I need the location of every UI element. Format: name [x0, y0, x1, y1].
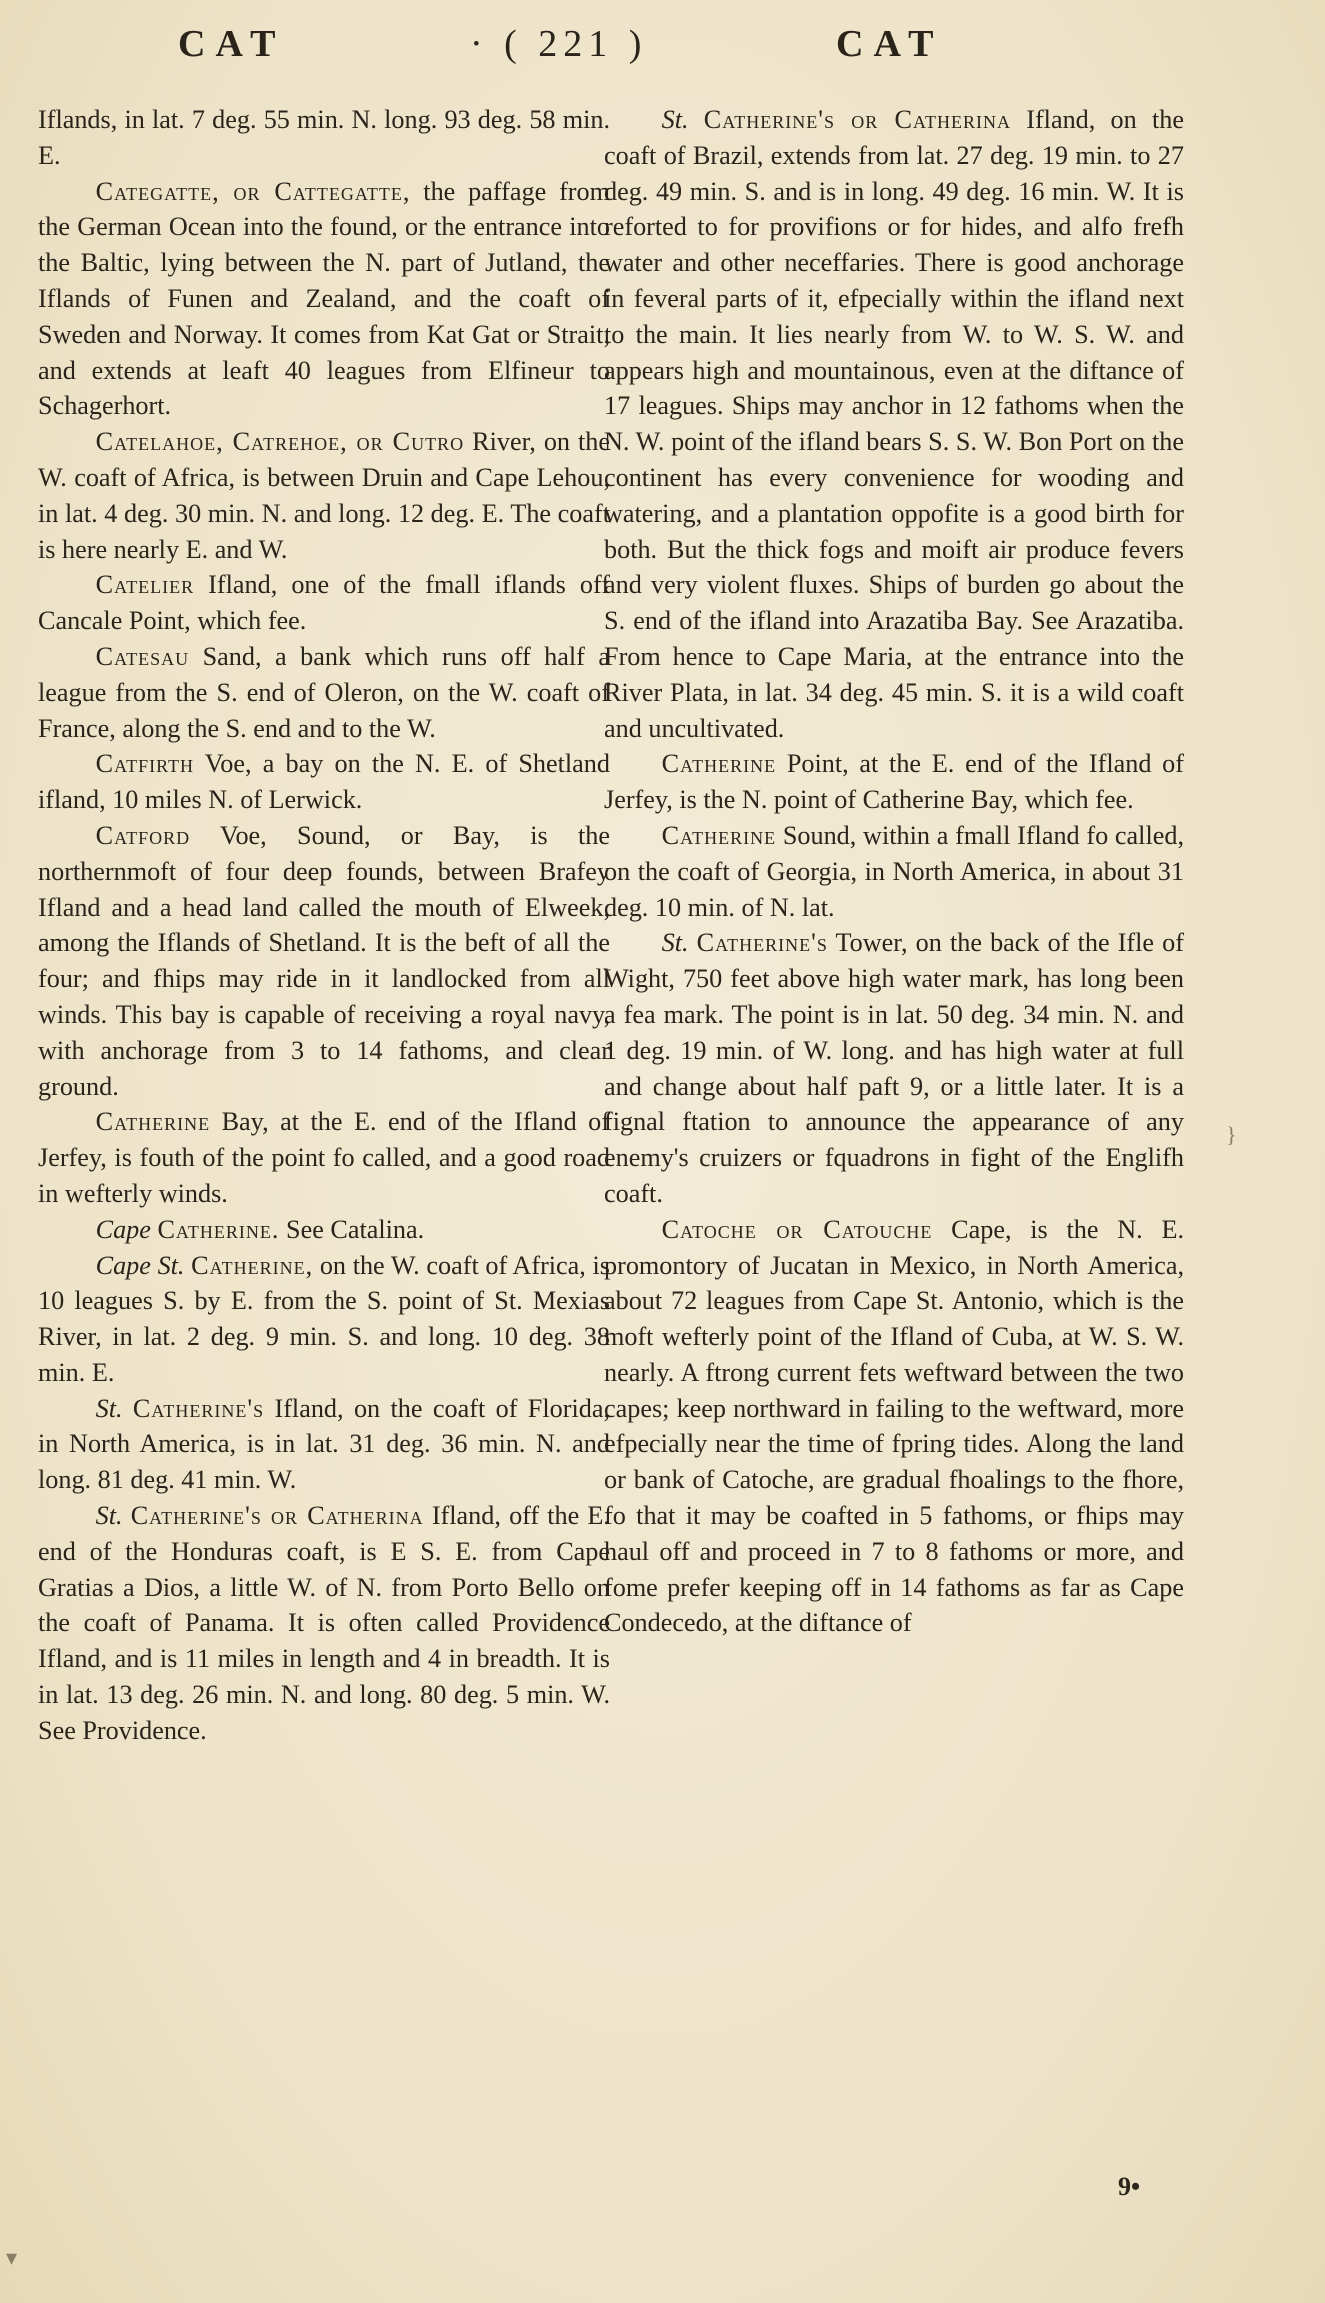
entry-text: Tower, on the back of the Ifle of Wight, 750 feet above high water mark, has long been a fea mark. The point is in lat. 50 deg. 34 min. N. and 1 deg. 19 min. of W. long. and has high water at full and change about half paft 9, or a little later. It is a fignal ftation to announce the appearance of any enemy's cruizers or fquadrons in fight of the Englifh coaft.: [604, 928, 1184, 1208]
running-head-right: CAT: [836, 23, 944, 65]
entry-headword: Catherine: [661, 820, 777, 850]
gazetteer-entry: [604, 818, 1184, 925]
entry-text: Ifland, on the coaft of Brazil, extends from lat. 27 deg. 19 min. to 27 deg. 49 min. S. and is in long. 49 deg. 16 min. W. It is reforted to for provifions or for hides, and alfo frefh water and other neceffaries. There is good anchorage in feveral parts of it, efpecially within the ifland next to the main. It lies nearly from W. to W. S. W. and appears high and mountainous, even at the diftance of 17 leagues. Ships may anchor in 12 fathoms when the N. W. point of the ifland bears S. S. W. Bon Port on the continent has every convenience for wooding and watering, and a plantation oppofite is a good birth for both. But the thick fogs and moift air produce fevers and very violent fluxes. Ships of burden go about the S. end of the ifland into Arazatiba Bay. See Arazatiba. From hence to Cape Maria, at the entrance into the River Plata, in lat. 34 deg. 45 min. S. it is a wild coaft and uncultivated.: [604, 105, 1184, 743]
entry-headword: Catesau: [95, 641, 190, 671]
entry-text: Voe, a bay on the N. E. of Shetland ifland, 10 miles N. of Lerwick.: [38, 749, 610, 815]
entry-headword: Catherine: [661, 749, 777, 779]
entry-headword: Catelahoe, Catrehoe, or Cutro: [95, 427, 465, 457]
entry-text: the paffage from the German Ocean into the found, or the entrance into the Baltic, lying between the N. part of Jutland, the Iflands of Funen and Zealand, and the coaft of Sweden and Norway. It comes from Kat Gat or Strait, and extends at leaft 40 leagues from Elfineur to Schagerhort.: [38, 176, 610, 421]
gazetteer-entry: [604, 102, 1184, 746]
entry-text: Ifland, one of the fmall iflands off Cancale Point, which fee.: [38, 570, 610, 636]
folio: · ( 221 ): [470, 23, 648, 65]
entry-headword: Categatte, or Cattegatte,: [95, 176, 411, 206]
gazetteer-entry: [38, 102, 610, 174]
margin-mark-left: ▾: [6, 2245, 18, 2270]
entry-text: Voe, Sound, or Bay, is the northernmoft of four deep founds, between Brafey Ifland and a head land called the mouth of Elweek, among the Iflands of Shetland. It is the beft of all the four; and fhips may ride in it landlocked from all winds. This bay is capable of receiving a royal navy, with anchorage from 3 to 14 fathoms, and clear ground.: [38, 820, 610, 1101]
entry-text: Point, at the E. end of the Ifland of Jerfey, is the N. point of Catherine Bay, which fee.: [604, 749, 1184, 815]
entry-prefix: St.: [95, 1501, 131, 1531]
entry-prefix: St.: [95, 1393, 133, 1423]
entry-text: Iflands, in lat. 7 deg. 55 min. N. long. 93 deg. 58 min. E.: [38, 105, 610, 170]
running-head: [0, 22, 1325, 82]
gazetteer-entry: [38, 746, 610, 818]
entry-text: Bay, at the E. end of the Ifland of Jerfey, is fouth of the point fo called, and a good road in wefterly winds.: [38, 1107, 610, 1208]
entry-prefix: Cape: [95, 1214, 158, 1244]
gazetteer-entry: [38, 818, 610, 1104]
entry-prefix: Cape St.: [95, 1250, 192, 1280]
entry-prefix: St.: [661, 928, 697, 958]
entry-headword: Catherine: [95, 1107, 211, 1137]
gazetteer-entry: [38, 567, 610, 639]
gazetteer-entry: [38, 1104, 610, 1211]
left-column: [38, 102, 610, 1749]
entry-headword: Catfirth: [95, 749, 195, 779]
running-head-left: CAT: [178, 23, 286, 65]
entry-prefix: St.: [661, 105, 704, 134]
gazetteer-entry: [38, 1391, 610, 1498]
entry-headword: Catford: [95, 820, 191, 850]
gazetteer-entry: [604, 925, 1184, 1211]
entry-text: Ifland, on the coaft of Florida, in North America, is in lat. 31 deg. 36 min. N. and long. 81 deg. 41 min. W.: [38, 1393, 610, 1495]
entry-headword: Catherine's: [696, 928, 828, 958]
catchword: 9•: [1118, 2172, 1141, 2201]
entry-headword: Catherine's: [132, 1393, 265, 1423]
entry-text: on the W. coaft of Africa, is 10 leagues S. by E. from the S. point of St. Mexias River, in lat. 2 deg. 9 min. S. and long. 10 deg. 38 min. E.: [38, 1250, 610, 1387]
gazetteer-entry: [604, 1212, 1184, 1642]
entry-headword: Catelier: [95, 570, 195, 600]
entry-text: Ifland, off the E. end of the Honduras coaft, is E S. E. from Cape Gratias a Dios, a little W. of N. from Porto Bello on the coaft of Panama. It is often called Providence Ifland, and is 11 miles in length and 4 in breadth. It is in lat. 13 deg. 26 min. N. and long. 80 deg. 5 min. W. See Providence.: [38, 1501, 610, 1745]
entry-text: Sound, within a fmall Ifland fo called, on the coaft of Georgia, in North America, in about 31 deg. 10 min. of N. lat.: [604, 820, 1184, 922]
gazetteer-entry: [38, 1212, 610, 1248]
entry-headword: Catherine,: [191, 1250, 314, 1280]
gazetteer-entry: [38, 424, 610, 567]
entry-headword: Catoche or Catouche: [661, 1214, 933, 1244]
entry-text: River, on the W. coaft of Africa, is between Druin and Cape Lehou, in lat. 4 deg. 30 min. N. and long. 12 deg. E. The coaft is here nearly E. and W.: [38, 427, 610, 564]
gazetteer-entry: [38, 1248, 610, 1391]
margin-mark-right: }: [1226, 1122, 1237, 1147]
entry-headword: Catherine's or Catherina: [130, 1501, 424, 1531]
right-column: [604, 102, 1184, 1641]
gazetteer-entry: [604, 746, 1184, 818]
entry-text: Cape, is the N. E. promontory of Jucatan in Mexico, in North America, about 72 leagues from Cape St. Antonio, which is the moft wefterly point of the Ifland of Cuba, at W. S. W. nearly. A ftrong current fets weftward between the two capes; keep northward in failing to the weftward, more efpecially near the time of fpring tides. Along the land or bank of Catoche, are gradual fhoalings to the fhore, fo that it may be coafted in 5 fathoms, or fhips may haul off and proceed in 7 to 8 fathoms or more, and fome prefer keeping off in 14 fathoms as far as Cape Condecedo, at the diftance of: [604, 1214, 1184, 1638]
gazetteer-entry: [38, 174, 610, 425]
gazetteer-entry: [38, 639, 610, 746]
gazetteer-entry: [38, 1498, 610, 1749]
entry-text: Sand, a bank which runs off half a league from the S. end of Oleron, on the W. coaft of France, along the S. end and to the W.: [38, 641, 610, 743]
entry-text: See Catalina.: [279, 1214, 425, 1244]
entry-headword: Catherine's or Catherina: [703, 105, 1011, 134]
entry-headword: Catherine.: [157, 1214, 280, 1244]
